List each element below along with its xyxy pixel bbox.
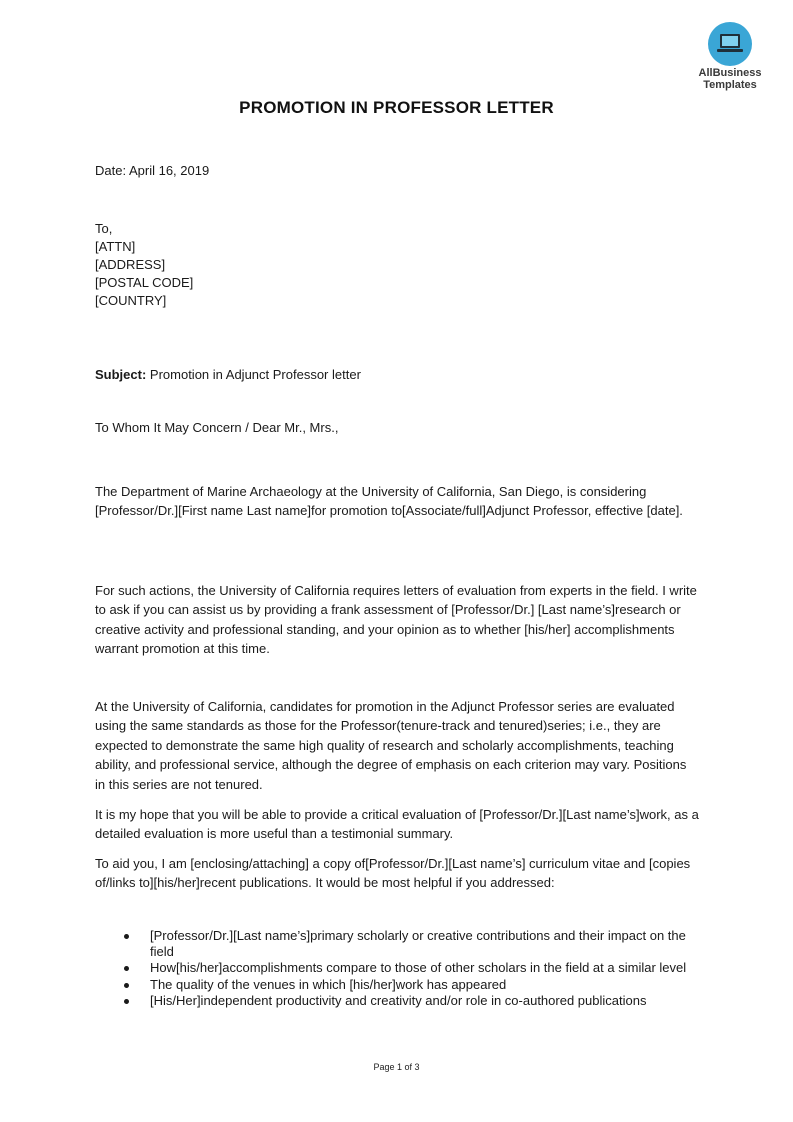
letter-title: PROMOTION IN PROFESSOR LETTER — [239, 98, 554, 117]
address-line: [COUNTRY] — [95, 293, 167, 308]
list-item-text: [His/Her]independent productivity and creativity and/or role in co-authored publications — [150, 992, 647, 1008]
allbusiness-templates-logo — [690, 22, 770, 91]
paragraph: At the University of California, candidates for promotion in the Adjunct Professor series are evaluated using the same standards as those for the Professor(tenure-track and tenured)series; i.e., they are expected to demonstrate the same high quality of research and scholarly accomplishments, teaching ability, and professional service, although the degree of emphasis on each criterion may vary. Positions in this series are not tenured. — [95, 699, 687, 792]
bullet-icon — [124, 983, 129, 988]
subject-line — [95, 365, 700, 384]
logo-line2: Templates — [703, 79, 757, 91]
address-line: [POSTAL CODE] — [95, 275, 194, 290]
address-line: [ADDRESS] — [95, 257, 166, 272]
address-line: [ATTN] — [95, 239, 136, 254]
subject-text: Promotion in Adjunct Professor letter — [146, 367, 361, 382]
subject-label: Subject: — [95, 367, 147, 382]
list-item-text: [Professor/Dr.][Last name’s]primary scholarly or creative contributions and their impact on the field — [150, 928, 686, 960]
logo-wordmark — [690, 67, 770, 91]
paragraph: To aid you, I am [enclosing/attaching] a copy of[Professor/Dr.][Last name’s] curriculum vitae and [copies of/links to][his/her]recent publications. It would be most helpful if you addressed: — [95, 856, 691, 891]
logo-badge — [708, 22, 752, 66]
letter-date: Date: April 16, 2019 — [95, 163, 210, 178]
list-item-text: How[his/her]accomplishments compare to those of other scholars in the field at a similar level — [150, 960, 687, 976]
logo-line1: AllBusiness — [698, 67, 762, 79]
evaluation-criteria-list — [120, 928, 700, 1009]
recipient-address — [95, 220, 700, 310]
address-line: To, — [95, 221, 113, 236]
list-item-text: The quality of the venues in which [his/her]work has appeared — [150, 976, 507, 992]
paragraph: The Department of Marine Archaeology at the University of California, San Diego, is considering [Professor/Dr.][First name Last name]for promotion to[Associate/full]Adjunct Professor, effective [date]. — [95, 484, 683, 519]
list-item — [120, 960, 700, 976]
paragraph: It is my hope that you will be able to provide a critical evaluation of [Professor/Dr.][Last name’s]work, as a detailed evaluation is more useful than a testimonial summary. — [95, 807, 699, 842]
paragraph: For such actions, the University of California requires letters of evaluation from experts in the field. I write to ask if you can assist us by providing a frank assessment of [Professor/Dr.] [Last name’s]research or creative activity and professional standing, and your opinion as to whether [his/her] accomplishments warrant promotion at this time. — [95, 583, 697, 657]
page-number: Page 1 of 3 — [373, 1062, 420, 1072]
list-item — [120, 993, 700, 1009]
bullet-icon — [124, 934, 129, 939]
bullet-icon — [124, 966, 129, 971]
list-item — [120, 977, 700, 993]
bullet-icon — [124, 999, 129, 1004]
laptop-icon — [717, 33, 743, 55]
list-item — [120, 928, 700, 960]
salutation: To Whom It May Concern / Dear Mr., Mrs., — [95, 420, 339, 435]
